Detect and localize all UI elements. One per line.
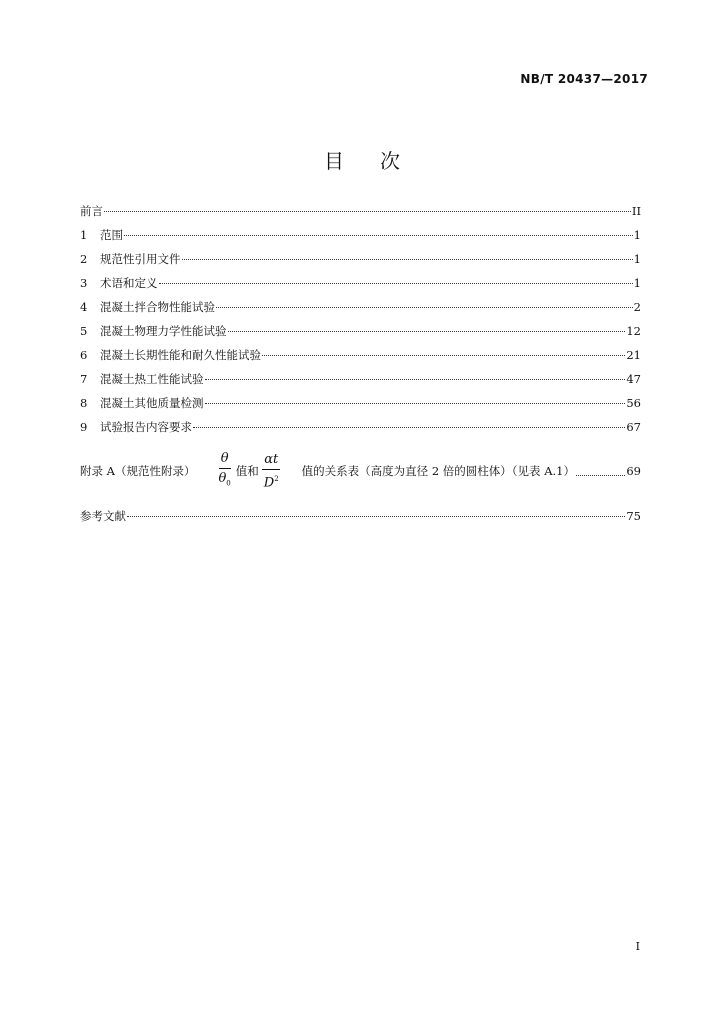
toc-entry-references[interactable] (80, 508, 641, 532)
toc-entry-7[interactable] (80, 371, 641, 395)
toc-entry-page: 2 (633, 300, 641, 314)
toc-entry-page: 1 (633, 252, 641, 266)
toc-entry-8[interactable] (80, 395, 641, 419)
page-title: 目次 (324, 149, 436, 173)
toc-entry-label: 前言 (80, 204, 103, 218)
toc-leader-dots (205, 403, 626, 404)
toc-entry-number: 2 (80, 252, 88, 266)
toc-entry-page: 21 (626, 348, 641, 362)
toc-entry-label: 混凝土长期性能和耐久性能试验 (100, 348, 261, 362)
toc-entry-label: 混凝土物理力学性能试验 (100, 324, 227, 338)
toc-entry-number: 6 (80, 348, 88, 362)
toc-entry-label: 试验报告内容要求 (100, 420, 192, 434)
toc-entry-number: 4 (80, 300, 88, 314)
toc-entry-label: 混凝土拌合物性能试验 (100, 300, 215, 314)
toc-entry-number: 8 (80, 396, 88, 410)
toc-entry-6[interactable] (80, 347, 641, 371)
toc-entry-annex-a[interactable] (80, 448, 641, 494)
page-number: I (635, 940, 640, 953)
toc-entry-label: 术语和定义 (100, 276, 158, 290)
toc-entry-9[interactable] (80, 419, 641, 443)
standard-code: NB/T 20437—2017 (520, 72, 648, 86)
toc-leader-dots (159, 283, 633, 284)
toc-entry-page: 1 (633, 228, 641, 242)
toc-entry-label: 混凝土其他质量检测 (100, 396, 204, 410)
toc-entry-number: 1 (80, 228, 88, 242)
theta-ratio-fraction (216, 450, 232, 493)
fraction-numerator: αt (262, 451, 280, 470)
toc-entry-page: 47 (626, 372, 641, 386)
toc-entry-1[interactable] (80, 227, 641, 251)
toc-entry-page: 12 (626, 324, 641, 338)
toc-entry-number: 7 (80, 372, 88, 386)
toc-entry-page: 56 (626, 396, 641, 410)
toc-entry-number: 9 (80, 420, 88, 434)
toc-leader-dots (124, 235, 633, 236)
toc-entry-foreword[interactable] (80, 203, 641, 227)
table-of-contents (80, 203, 641, 532)
toc-leader-dots (216, 307, 633, 308)
fraction-denominator: $D^2$ (263, 474, 279, 491)
fraction-numerator: θ (219, 450, 231, 469)
annex-suffix: 值的关系表（高度为直径 2 倍的圆柱体）（见表 A.1） (301, 464, 575, 478)
toc-leader-dots (205, 379, 626, 380)
toc-leader-dots (127, 516, 625, 517)
annex-prefix: 附录 A（规范性附录） (80, 464, 196, 478)
toc-entry-label: 混凝土热工性能试验 (100, 372, 204, 386)
toc-entry-number: 3 (80, 276, 88, 290)
toc-entry-page: II (631, 204, 641, 218)
toc-entry-page: 67 (626, 420, 641, 434)
toc-leader-dots (228, 331, 626, 332)
toc-entry-3[interactable] (80, 275, 641, 299)
toc-entry-label: 规范性引用文件 (100, 252, 181, 266)
alpha-t-fraction (262, 451, 281, 491)
toc-entry-page: 75 (626, 509, 641, 523)
toc-entry-4[interactable] (80, 299, 641, 323)
toc-entry-number: 5 (80, 324, 88, 338)
toc-entry-label: 参考文献 (80, 509, 126, 523)
toc-leader-dots (576, 475, 625, 476)
toc-leader-dots (262, 355, 625, 356)
toc-entry-label: 范围 (100, 228, 123, 242)
fraction-denominator: $\theta_0$ (218, 470, 231, 488)
toc-entry-page: 1 (633, 276, 641, 290)
toc-leader-dots (182, 259, 633, 260)
toc-entry-2[interactable] (80, 251, 641, 275)
annex-middle-text: 值和 (235, 464, 259, 478)
toc-entry-5[interactable] (80, 323, 641, 347)
toc-leader-dots (104, 211, 631, 212)
toc-entry-page: 69 (626, 464, 641, 478)
toc-leader-dots (193, 427, 625, 428)
